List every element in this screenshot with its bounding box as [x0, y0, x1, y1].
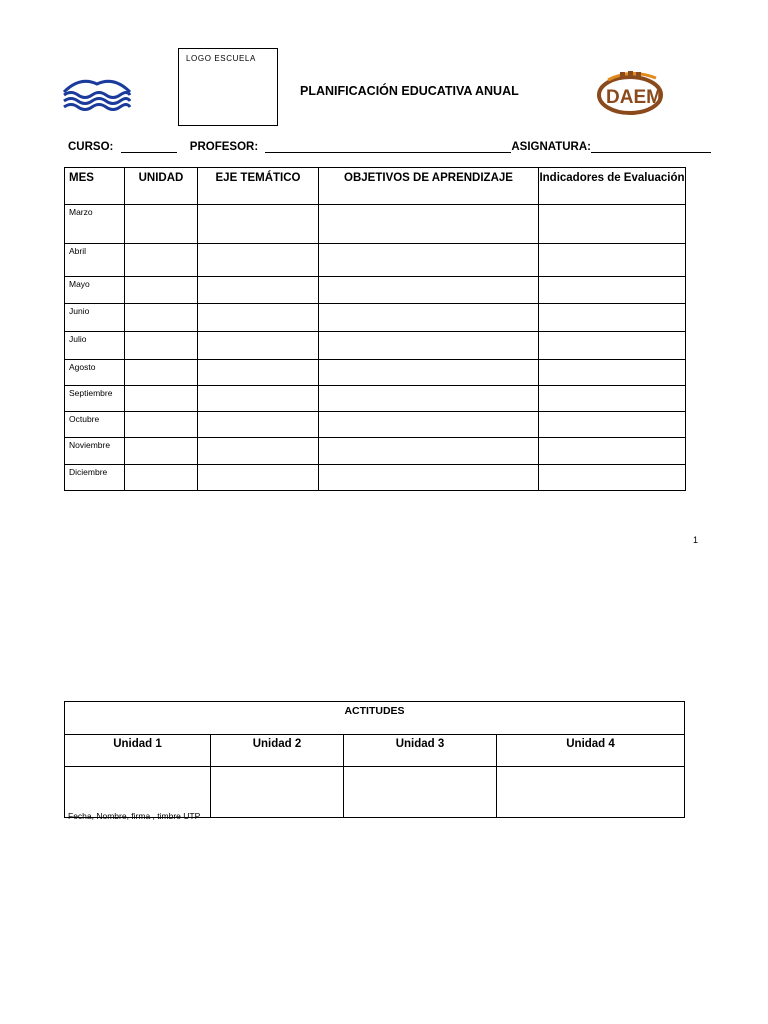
subject-field[interactable] [591, 140, 711, 153]
month-cell: Mayo [65, 277, 125, 304]
attitudes-units-row [65, 735, 685, 767]
month-cell: Abril [65, 244, 125, 277]
unit-header: Unidad 4 [497, 735, 685, 767]
axis-cell[interactable] [198, 360, 319, 386]
attitudes-title-row [65, 702, 685, 735]
attitude-cell[interactable] [344, 767, 497, 818]
logo-placeholder-box [178, 48, 278, 126]
waves-logo-icon [62, 78, 132, 112]
table-row [65, 412, 686, 438]
objectives-cell[interactable] [319, 438, 539, 465]
unit-cell[interactable] [125, 244, 198, 277]
attitudes-title: ACTITUDES [65, 702, 685, 735]
month-cell: Septiembre [65, 386, 125, 412]
objectives-cell[interactable] [319, 465, 539, 491]
unit-cell[interactable] [125, 386, 198, 412]
month-cell: Agosto [65, 360, 125, 386]
teacher-label: PROFESOR: [189, 141, 259, 153]
teacher-field[interactable] [265, 140, 511, 153]
table-row [65, 304, 686, 332]
objectives-cell[interactable] [319, 332, 539, 360]
unit-cell[interactable] [125, 438, 198, 465]
page-number: 1 [693, 535, 699, 545]
indicators-cell[interactable] [539, 438, 686, 465]
objectives-cell[interactable] [319, 304, 539, 332]
axis-cell[interactable] [198, 386, 319, 412]
column-header: UNIDAD [125, 168, 198, 205]
month-cell: Marzo [65, 205, 125, 244]
indicators-cell[interactable] [539, 277, 686, 304]
month-cell: Julio [65, 332, 125, 360]
table-row [65, 205, 686, 244]
objectives-cell[interactable] [319, 386, 539, 412]
column-header: MES [65, 168, 125, 205]
attitude-cell[interactable] [211, 767, 344, 818]
month-cell: Octubre [65, 412, 125, 438]
table-row [65, 438, 686, 465]
column-header: OBJETIVOS DE APRENDIZAJE [319, 168, 539, 205]
annual-plan-table [64, 167, 686, 491]
unit-cell[interactable] [125, 412, 198, 438]
unit-header: Unidad 2 [211, 735, 344, 767]
table-row [65, 244, 686, 277]
daem-logo-icon [594, 70, 676, 116]
unit-cell[interactable] [125, 360, 198, 386]
indicators-cell[interactable] [539, 412, 686, 438]
month-cell: Noviembre [65, 438, 125, 465]
logo-placeholder-label: LOGO ESCUELA [186, 54, 256, 63]
unit-cell[interactable] [125, 277, 198, 304]
axis-cell[interactable] [198, 277, 319, 304]
course-label: CURSO: [68, 141, 114, 153]
indicators-cell[interactable] [539, 304, 686, 332]
unit-header: Unidad 3 [344, 735, 497, 767]
table-row [65, 332, 686, 360]
column-header: EJE TEMÁTICO [198, 168, 319, 205]
unit-header: Unidad 1 [65, 735, 211, 767]
table-row [65, 277, 686, 304]
month-cell: Diciembre [65, 465, 125, 491]
table-row [65, 465, 686, 491]
course-field[interactable] [121, 140, 177, 153]
indicators-cell[interactable] [539, 244, 686, 277]
objectives-cell[interactable] [319, 360, 539, 386]
column-header: Indicadores de Evaluación [539, 168, 686, 205]
attitudes-table [64, 701, 685, 818]
axis-cell[interactable] [198, 438, 319, 465]
attitudes-input-row [65, 767, 685, 818]
unit-cell[interactable] [125, 304, 198, 332]
form-header-row [68, 140, 690, 153]
objectives-cell[interactable] [319, 244, 539, 277]
attitude-cell[interactable] [65, 767, 211, 818]
objectives-cell[interactable] [319, 412, 539, 438]
indicators-cell[interactable] [539, 360, 686, 386]
objectives-cell[interactable] [319, 277, 539, 304]
signature-footnote: Fecha, Nombre, firma , timbre UTP [68, 811, 201, 821]
axis-cell[interactable] [198, 412, 319, 438]
indicators-cell[interactable] [539, 332, 686, 360]
subject-label: ASIGNATURA: [511, 141, 592, 153]
axis-cell[interactable] [198, 205, 319, 244]
indicators-cell[interactable] [539, 386, 686, 412]
unit-cell[interactable] [125, 332, 198, 360]
attitude-cell[interactable] [497, 767, 685, 818]
indicators-cell[interactable] [539, 205, 686, 244]
unit-cell[interactable] [125, 465, 198, 491]
objectives-cell[interactable] [319, 205, 539, 244]
axis-cell[interactable] [198, 304, 319, 332]
table-row [65, 360, 686, 386]
axis-cell[interactable] [198, 244, 319, 277]
indicators-cell[interactable] [539, 465, 686, 491]
unit-cell[interactable] [125, 205, 198, 244]
month-cell: Junio [65, 304, 125, 332]
daem-logo-text: DAEM [606, 87, 662, 108]
table-row [65, 386, 686, 412]
plan-table-header [65, 168, 686, 205]
document-title: PLANIFICACIÓN EDUCATIVA ANUAL [300, 84, 519, 98]
axis-cell[interactable] [198, 332, 319, 360]
axis-cell[interactable] [198, 465, 319, 491]
